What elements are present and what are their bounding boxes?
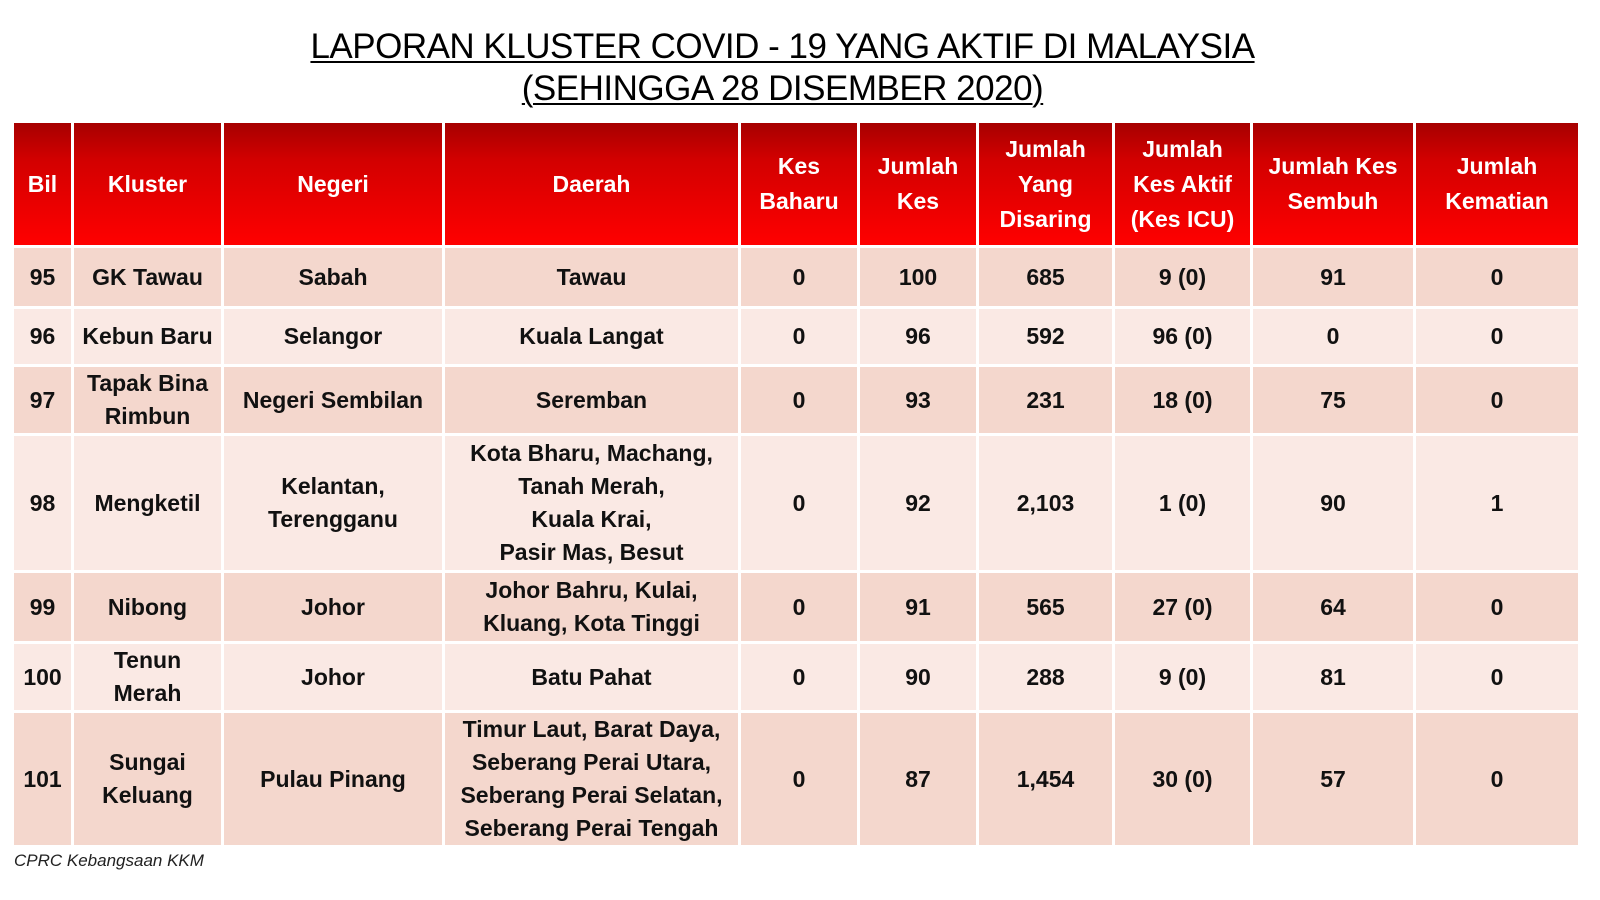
cell-kluster <box>74 309 221 364</box>
cell-bil: 95 <box>14 248 71 306</box>
cell-jumlah-kematian: 0 <box>1416 367 1578 433</box>
table-row <box>14 248 1578 306</box>
cell-jumlah-sembuh: 0 <box>1253 309 1413 364</box>
cell-negeri <box>224 573 442 641</box>
header-label: Jumlah Kes <box>1268 153 1398 179</box>
header-label: Negeri <box>297 170 369 197</box>
cell-jumlah-sembuh: 91 <box>1253 248 1413 306</box>
cell-line: Kelantan, <box>281 473 385 499</box>
table-row <box>14 644 1578 710</box>
cell-jumlah-disaring: 1,454 <box>979 713 1112 845</box>
header-label: Jumlah <box>1142 135 1223 162</box>
cluster-table <box>11 120 1581 848</box>
header-kes-aktif <box>1115 123 1250 245</box>
cell-kes-baharu: 0 <box>741 367 857 433</box>
cell-line: Johor <box>301 593 365 620</box>
cell-jumlah-kes: 96 <box>860 309 976 364</box>
cell-line: Tapak Bina <box>87 370 208 396</box>
header-label: (Kes ICU) <box>1130 205 1235 232</box>
cell-line: Sungai <box>109 749 186 775</box>
cell-line: Keluang <box>102 782 193 808</box>
cell-daerah <box>445 644 738 710</box>
cell-line: GK Tawau <box>92 263 203 290</box>
header-jumlah-kes <box>860 123 976 245</box>
cell-line: Tawau <box>556 263 627 290</box>
cell-line: Pasir Mas, Besut <box>499 539 684 565</box>
cell-kes-aktif: 96 (0) <box>1115 309 1250 364</box>
cell-line: Mengketil <box>94 489 201 516</box>
table-header-row <box>14 123 1578 245</box>
header-label: Kematian <box>1445 188 1549 214</box>
header-label: Daerah <box>552 170 631 197</box>
cell-bil: 98 <box>14 436 71 570</box>
header-label: Bil <box>27 170 58 197</box>
cell-line: Kebun Baru <box>82 323 213 349</box>
cell-kluster <box>74 367 221 433</box>
cell-kes-baharu: 0 <box>741 436 857 570</box>
report-title-line2: (SEHINGGA 28 DISEMBER 2020) <box>521 69 1044 108</box>
cell-jumlah-disaring: 592 <box>979 309 1112 364</box>
cell-jumlah-kematian: 1 <box>1416 436 1578 570</box>
header-jumlah-disaring <box>979 123 1112 245</box>
cell-kluster <box>74 573 221 641</box>
cell-jumlah-kematian: 0 <box>1416 248 1578 306</box>
header-kes-baharu <box>741 123 857 245</box>
cell-daerah <box>445 367 738 433</box>
cell-line: Batu Pahat <box>531 663 652 690</box>
table-row <box>14 713 1578 845</box>
cell-line: Rimbun <box>104 403 191 429</box>
cell-jumlah-kematian: 0 <box>1416 713 1578 845</box>
cell-line: Terengganu <box>268 506 398 532</box>
cell-kes-aktif: 30 (0) <box>1115 713 1250 845</box>
header-label: Disaring <box>999 205 1092 232</box>
cell-jumlah-kes: 90 <box>860 644 976 710</box>
cell-jumlah-disaring: 685 <box>979 248 1112 306</box>
cell-jumlah-kes: 87 <box>860 713 976 845</box>
header-jumlah-sembuh <box>1253 123 1413 245</box>
header-label: Jumlah <box>1456 153 1538 179</box>
cell-kes-aktif: 9 (0) <box>1115 248 1250 306</box>
cell-jumlah-sembuh: 64 <box>1253 573 1413 641</box>
cell-jumlah-kes: 91 <box>860 573 976 641</box>
cell-jumlah-disaring: 288 <box>979 644 1112 710</box>
cell-line: Seberang Perai Selatan, <box>460 782 723 808</box>
header-label: Baharu <box>759 188 839 214</box>
cell-kes-baharu: 0 <box>741 248 857 306</box>
cell-jumlah-kematian: 0 <box>1416 644 1578 710</box>
cell-line: Johor Bahru, Kulai, <box>485 577 698 603</box>
cell-line: Seberang Perai Utara, <box>471 749 712 775</box>
cell-kluster <box>74 713 221 845</box>
header-daerah <box>445 123 738 245</box>
cell-kes-baharu: 0 <box>741 573 857 641</box>
cell-kes-aktif: 18 (0) <box>1115 367 1250 433</box>
cell-jumlah-sembuh: 81 <box>1253 644 1413 710</box>
table-row <box>14 436 1578 570</box>
cell-bil: 99 <box>14 573 71 641</box>
cell-jumlah-disaring: 565 <box>979 573 1112 641</box>
cell-kes-aktif: 1 (0) <box>1115 436 1250 570</box>
cell-kes-aktif: 27 (0) <box>1115 573 1250 641</box>
cell-negeri <box>224 309 442 364</box>
cell-line: Seberang Perai Tengah <box>464 815 719 841</box>
cell-jumlah-disaring: 231 <box>979 367 1112 433</box>
cell-jumlah-kematian: 0 <box>1416 309 1578 364</box>
cell-jumlah-kes: 100 <box>860 248 976 306</box>
cell-jumlah-kes: 93 <box>860 367 976 433</box>
cell-bil: 100 <box>14 644 71 710</box>
cell-daerah <box>445 573 738 641</box>
header-label: Jumlah <box>1005 135 1086 162</box>
source-note: CPRC Kebangsaan KKM <box>14 851 204 870</box>
cell-line: Kluang, Kota Tinggi <box>483 610 700 636</box>
header-label: Kluster <box>107 170 188 197</box>
cell-kes-baharu: 0 <box>741 713 857 845</box>
cell-kes-aktif: 9 (0) <box>1115 644 1250 710</box>
header-bil <box>14 123 71 245</box>
cell-negeri <box>224 248 442 306</box>
cell-kluster <box>74 644 221 710</box>
cell-line: Seremban <box>535 386 648 413</box>
cell-jumlah-disaring: 2,103 <box>979 436 1112 570</box>
cell-line: Kuala Langat <box>519 323 664 349</box>
cell-line: Tenun <box>113 647 182 673</box>
report-title-line1: LAPORAN KLUSTER COVID - 19 YANG AKTIF DI MALAYSIA <box>310 27 1255 66</box>
cell-daerah <box>445 248 738 306</box>
cell-kluster <box>74 248 221 306</box>
cell-kluster <box>74 436 221 570</box>
cell-negeri <box>224 367 442 433</box>
cell-line: Merah <box>113 680 182 706</box>
cell-jumlah-kes: 92 <box>860 436 976 570</box>
cell-bil: 96 <box>14 309 71 364</box>
cell-line: Tanah Merah, <box>518 473 665 499</box>
cell-kes-baharu: 0 <box>741 644 857 710</box>
cell-line: Timur Laut, Barat Daya, <box>462 716 721 742</box>
table-body <box>14 248 1578 845</box>
cell-bil: 97 <box>14 367 71 433</box>
header-label: Yang <box>1018 170 1073 197</box>
table-row <box>14 367 1578 433</box>
header-negeri <box>224 123 442 245</box>
cell-line: Sabah <box>298 263 368 290</box>
report-title <box>0 26 1565 110</box>
cell-line: Pulau Pinang <box>260 765 406 792</box>
cell-bil: 101 <box>14 713 71 845</box>
cell-negeri <box>224 644 442 710</box>
header-jumlah-kematian <box>1416 123 1578 245</box>
cell-negeri <box>224 436 442 570</box>
header-label: Kes <box>777 153 821 179</box>
cell-jumlah-kematian: 0 <box>1416 573 1578 641</box>
cell-line: Johor <box>301 663 365 690</box>
cell-daerah <box>445 436 738 570</box>
table-row <box>14 309 1578 364</box>
cell-line: Nibong <box>107 593 188 620</box>
cell-line: Negeri Sembilan <box>242 386 424 413</box>
header-label: Kes <box>896 188 940 214</box>
cell-daerah <box>445 309 738 364</box>
header-kluster <box>74 123 221 245</box>
table-row <box>14 573 1578 641</box>
cell-line: Selangor <box>283 323 383 349</box>
header-label: Sembuh <box>1287 188 1379 214</box>
cell-kes-baharu: 0 <box>741 309 857 364</box>
header-label: Kes Aktif <box>1133 170 1232 197</box>
cell-jumlah-sembuh: 57 <box>1253 713 1413 845</box>
cell-jumlah-sembuh: 75 <box>1253 367 1413 433</box>
header-label: Jumlah <box>877 153 959 179</box>
cell-jumlah-sembuh: 90 <box>1253 436 1413 570</box>
cell-line: Kota Bharu, Machang, <box>470 440 713 466</box>
cell-negeri <box>224 713 442 845</box>
cell-line: Kuala Krai, <box>531 506 652 532</box>
cell-daerah <box>445 713 738 845</box>
